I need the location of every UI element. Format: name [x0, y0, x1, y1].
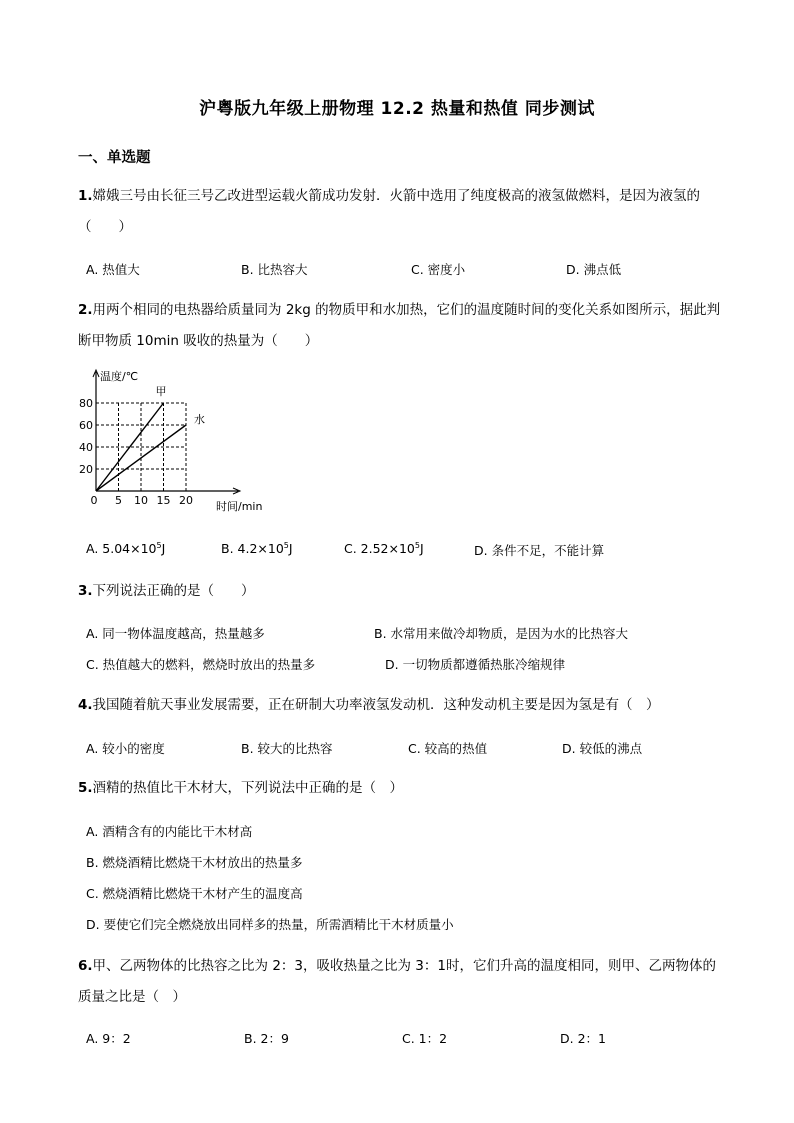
option-b[interactable]: B. $4.2\times 10^5J$: [221, 541, 293, 557]
y-tick-label: 60: [79, 419, 93, 432]
option-a[interactable]: A. 同一物体温度越高，热量越多: [86, 626, 265, 641]
option-b[interactable]: B. 水常用来做冷却物质，是因为水的比热容大: [374, 626, 629, 641]
question-6-options: [86, 1029, 736, 1049]
section-heading: 一、单选题: [78, 150, 151, 166]
x-tick-label: 15: [156, 494, 171, 507]
question-4: [78, 690, 728, 721]
series-label-2: 水: [194, 413, 205, 426]
x-tick-label: 5: [115, 494, 122, 507]
option-c[interactable]: C. $2.52\times 10^5J$: [344, 541, 424, 557]
option-c[interactable]: C. 较高的热值: [408, 741, 488, 756]
y-tick-label: 80: [79, 397, 93, 410]
option-d[interactable]: D. 2：1: [560, 1031, 606, 1046]
option-a[interactable]: A. $5.04\times 10^5J$: [86, 541, 166, 557]
option-d[interactable]: D. 沸点低: [566, 262, 622, 277]
question-2: [78, 295, 728, 357]
question-5: [78, 773, 728, 804]
x-axis-label: 时间/min: [216, 500, 263, 513]
option-c[interactable]: C. 密度小: [411, 262, 466, 277]
question-number: 1.: [78, 188, 93, 204]
question-stem: 嫦娥三号由长征三号乙改进型运载火箭成功发射．火箭中选用了纯度极高的液氢做燃料，是因为液氢的（ ）: [78, 188, 701, 235]
question-stem: 用两个相同的电热器给质量同为 2kg 的物质甲和水加热，它们的温度随时间的变化关系如图所示，据此判断甲物质 10min 吸收的热量为（ ）: [78, 302, 721, 349]
page-title: 沪粤版九年级上册物理 12.2 热量和热值 同步测试: [199, 99, 595, 119]
y-tick-label: 40: [79, 441, 93, 454]
x-tick-label: 20: [179, 494, 193, 507]
option-b[interactable]: B. 燃烧酒精比燃烧干木材放出的热量多: [86, 855, 303, 870]
question-4-options: [86, 739, 736, 759]
option-d[interactable]: D. 条件不足，不能计算: [474, 543, 605, 558]
option-b[interactable]: B. 较大的比热容: [241, 741, 333, 756]
option-c[interactable]: C. 热值越大的燃料，燃烧时放出的热量多: [86, 657, 316, 672]
question-2-options: [86, 541, 736, 561]
option-b[interactable]: B. 2：9: [244, 1031, 289, 1046]
question-6: [78, 951, 728, 1013]
option-c[interactable]: C. 1：2: [402, 1031, 448, 1046]
question-3-options-row2: [86, 655, 736, 675]
x-tick-label: 0: [90, 494, 98, 507]
series-label-1: 甲: [155, 385, 167, 398]
option-b[interactable]: B. 比热容大: [241, 262, 308, 277]
y-axis-label: 温度/℃: [100, 370, 139, 383]
question-number: 6.: [78, 958, 93, 974]
temperature-time-chart: [78, 362, 278, 517]
question-stem: 我国随着航天事业发展需要，正在研制大功率液氢发动机．这种发动机主要是因为氢是有（ ）: [92, 697, 660, 713]
option-a[interactable]: A. 较小的密度: [86, 741, 165, 756]
question-3: [78, 576, 728, 607]
question-stem: 下列说法正确的是（ ）: [92, 583, 255, 599]
option-a[interactable]: A. 酒精含有的内能比干木材高: [86, 824, 253, 839]
question-1-options: [86, 260, 736, 280]
question-5-options: [86, 822, 454, 946]
question-stem: 甲、乙两物体的比热容之比为 2：3，吸收热量之比为 3：1时，它们升高的温度相同，则甲、乙两物体的质量之比是（ ）: [78, 958, 716, 1005]
option-d[interactable]: D. 较低的沸点: [562, 741, 643, 756]
question-number: 3.: [78, 583, 93, 599]
y-tick-label: 20: [79, 463, 93, 476]
question-stem: 酒精的热值比干木材大，下列说法中正确的是（ ）: [92, 780, 404, 796]
x-tick-label: 10: [134, 494, 148, 507]
option-c[interactable]: C. 燃烧酒精比燃烧干木材产生的温度高: [86, 886, 303, 901]
question-3-options-row1: [86, 624, 736, 644]
option-d[interactable]: D. 一切物质都遵循热胀冷缩规律: [385, 657, 566, 672]
option-d[interactable]: D. 要使它们完全燃烧放出同样多的热量，所需酒精比干木材质量小: [86, 917, 454, 932]
question-number: 2.: [78, 302, 93, 318]
option-a[interactable]: A. 热值大: [86, 262, 140, 277]
question-number: 4.: [78, 697, 93, 713]
option-a[interactable]: A. 9：2: [86, 1031, 131, 1046]
question-1: [78, 181, 728, 243]
question-number: 5.: [78, 780, 93, 796]
